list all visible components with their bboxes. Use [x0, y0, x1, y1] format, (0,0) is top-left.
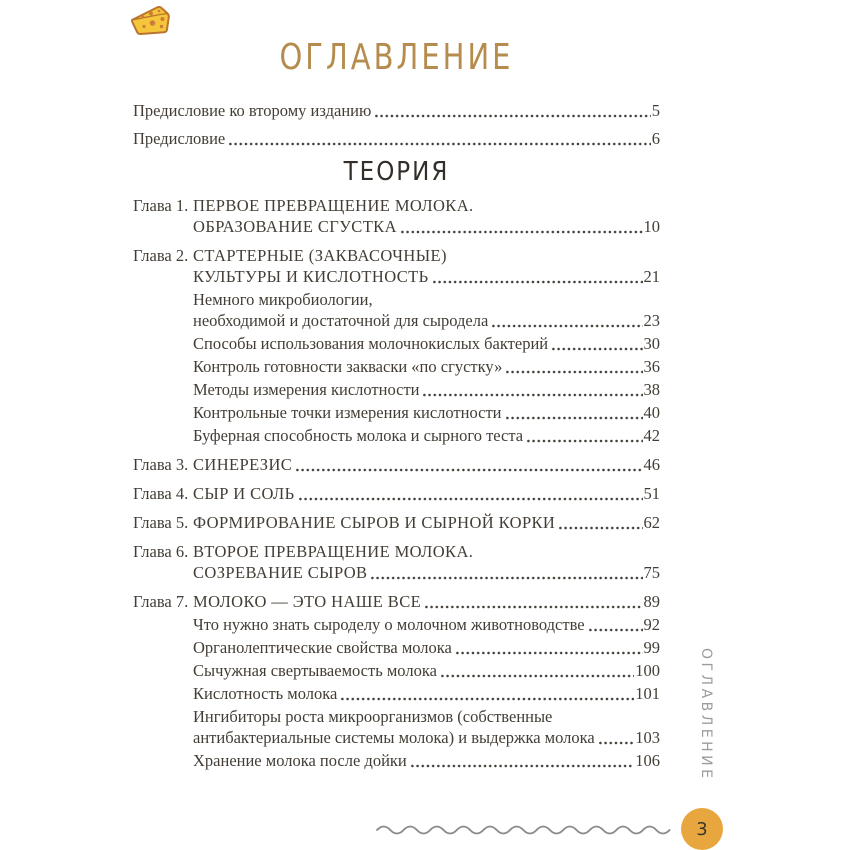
page-ref-number: 51	[643, 484, 660, 503]
toc-row	[133, 266, 660, 287]
toc-entry	[133, 454, 660, 475]
chapter-label: Глава 4.	[133, 484, 189, 503]
chapter-label: Глава 2.	[133, 246, 189, 265]
page-ref-number: 6	[651, 129, 660, 148]
chapter-label: Глава 6.	[133, 542, 189, 561]
dot-leader	[527, 439, 642, 443]
chapter-label: Глава 5.	[133, 513, 189, 532]
toc-entry-title: антибактериальные системы молока) и выдержка молока	[193, 728, 595, 747]
page-ref-number: 75	[643, 563, 660, 582]
toc-entry	[133, 512, 660, 533]
dot-leader	[506, 416, 643, 420]
toc-row	[133, 637, 660, 658]
cheese-wedge-icon	[130, 4, 172, 36]
dot-leader	[441, 674, 634, 678]
toc-row	[133, 750, 660, 771]
page-ref-number: 10	[643, 217, 660, 236]
toc-row	[133, 245, 660, 266]
toc-entry-title: Контроль готовности закваски «по сгустку»	[193, 357, 503, 376]
toc-row	[133, 402, 660, 423]
toc-entry	[133, 483, 660, 504]
toc-entry	[133, 591, 660, 612]
toc-entry	[133, 706, 660, 748]
wavy-divider	[376, 822, 672, 837]
toc-section-header: ТЕОРИЯ	[343, 157, 450, 187]
toc-row	[133, 333, 660, 354]
toc-row	[133, 591, 660, 612]
toc-entry	[133, 425, 660, 446]
dot-leader	[599, 741, 635, 745]
toc-row	[133, 683, 660, 704]
toc-row	[133, 195, 660, 216]
toc-entry	[133, 289, 660, 331]
page-ref-number: 106	[635, 751, 660, 770]
toc-row	[133, 310, 660, 331]
toc-row	[133, 483, 660, 504]
toc-entry-title: СИНЕРЕЗИС	[193, 455, 293, 474]
page-ref-number: 38	[643, 380, 660, 399]
dot-leader	[559, 526, 642, 530]
toc-entry-title: Немного микробиологии,	[193, 290, 373, 309]
chapter-label: Глава 3.	[133, 455, 189, 474]
dot-leader	[492, 324, 642, 328]
page-ref-number: 46	[643, 455, 660, 474]
dot-leader	[296, 468, 642, 472]
page-ref-number: 5	[651, 101, 660, 120]
page-ref-number: 62	[643, 513, 660, 532]
toc-entry	[133, 245, 660, 287]
toc-entry	[133, 128, 660, 149]
chapter-label: Глава 7.	[133, 592, 189, 611]
page-ref-number: 23	[643, 311, 660, 330]
dot-leader	[456, 651, 643, 655]
page-ref-number: 30	[643, 334, 660, 353]
toc-entry-title: ФОРМИРОВАНИЕ СЫРОВ И СЫРНОЙ КОРКИ	[193, 513, 556, 532]
page-ref-number: 42	[643, 426, 660, 445]
dot-leader	[341, 697, 634, 701]
toc-entry-title: Контрольные точки измерения кислотности	[193, 403, 502, 422]
dot-leader	[229, 142, 651, 146]
toc-entry-title: Методы измерения кислотности	[193, 380, 420, 399]
toc-list	[133, 100, 660, 771]
toc-entry	[133, 356, 660, 377]
toc-entry	[133, 541, 660, 583]
toc-entry	[133, 333, 660, 354]
toc-entry-title: необходимой и достаточной для сыродела	[193, 311, 489, 330]
toc-entry-title: ВТОРОЕ ПРЕВРАЩЕНИЕ МОЛОКА.	[193, 542, 474, 561]
toc-row	[133, 454, 660, 475]
dot-leader	[506, 370, 642, 374]
toc-row	[133, 541, 660, 562]
dot-leader	[425, 605, 642, 609]
toc-entry-title: Сычужная свертываемость молока	[193, 661, 437, 680]
dot-leader	[411, 764, 635, 768]
toc-entry-title: СТАРТЕРНЫЕ (ЗАКВАСОЧНЫЕ)	[193, 246, 447, 265]
toc-entry-title: Кислотность молока	[193, 684, 338, 703]
dot-leader	[371, 576, 642, 580]
toc-row	[133, 706, 660, 727]
toc-entry-title: Ингибиторы роста микроорганизмов (собственные	[193, 707, 553, 726]
toc-entry-title: МОЛОКО — ЭТО НАШЕ ВСЕ	[193, 592, 422, 611]
page-number: 3	[696, 818, 708, 840]
dot-leader	[423, 393, 642, 397]
toc-row	[133, 614, 660, 635]
page-ref-number: 40	[643, 403, 660, 422]
toc-entry	[133, 100, 660, 121]
toc-entry-title: ОБРАЗОВАНИЕ СГУСТКА	[193, 217, 397, 236]
toc-row	[133, 356, 660, 377]
dot-leader	[589, 628, 643, 632]
toc-entry-title: КУЛЬТУРЫ И КИСЛОТНОСТЬ	[193, 267, 429, 286]
toc-entry	[133, 402, 660, 423]
toc-entry-title: Предисловие ко второму изданию	[133, 101, 372, 120]
page-title: ОГЛАВЛЕНИЕ	[279, 36, 514, 78]
toc-entry	[133, 660, 660, 681]
page-ref-number: 89	[643, 592, 660, 611]
toc-entry-title: Способы использования молочнокислых бактерий	[193, 334, 549, 353]
toc-row	[133, 425, 660, 446]
page-ref-number: 103	[635, 728, 660, 747]
toc-entry-title: СЫР И СОЛЬ	[193, 484, 295, 503]
dot-leader	[433, 280, 643, 284]
toc-entry	[133, 750, 660, 771]
chapter-label: Глава 1.	[133, 196, 189, 215]
toc-entry	[133, 195, 660, 237]
toc-row	[133, 512, 660, 533]
toc-row	[133, 562, 660, 583]
toc-entry	[133, 379, 660, 400]
toc-entry-title: Органолептические свойства молока	[193, 638, 452, 657]
page-ref-number: 99	[643, 638, 660, 657]
dot-leader	[299, 497, 643, 501]
toc-row	[133, 379, 660, 400]
toc-entry	[133, 683, 660, 704]
page-ref-number: 21	[643, 267, 660, 286]
toc-row	[133, 216, 660, 237]
dot-leader	[401, 230, 643, 234]
toc-entry-title: Предисловие	[133, 129, 226, 148]
page-ref-number: 101	[635, 684, 660, 703]
toc-entry-title: Что нужно знать сыроделу о молочном животноводстве	[193, 615, 585, 634]
page-ref-number: 100	[635, 661, 660, 680]
page-ref-number: 92	[643, 615, 660, 634]
toc-entry	[133, 614, 660, 635]
dot-leader	[375, 114, 650, 118]
toc-row	[133, 100, 660, 121]
toc-entry-title: Хранение молока после дойки	[193, 751, 407, 770]
toc-entry-title: Буферная способность молока и сырного теста	[193, 426, 524, 445]
page-ref-number: 36	[643, 357, 660, 376]
dot-leader	[552, 347, 642, 351]
toc-entry	[133, 637, 660, 658]
toc-row	[133, 727, 660, 748]
side-rotated-label: ОГЛАВЛЕНИЕ	[698, 648, 714, 782]
toc-row	[133, 660, 660, 681]
toc-entry-title: ПЕРВОЕ ПРЕВРАЩЕНИЕ МОЛОКА.	[193, 196, 474, 215]
page-number-badge	[681, 808, 723, 850]
toc-entry-title: СОЗРЕВАНИЕ СЫРОВ	[193, 563, 368, 582]
toc-row	[133, 128, 660, 149]
toc-row	[133, 289, 660, 310]
